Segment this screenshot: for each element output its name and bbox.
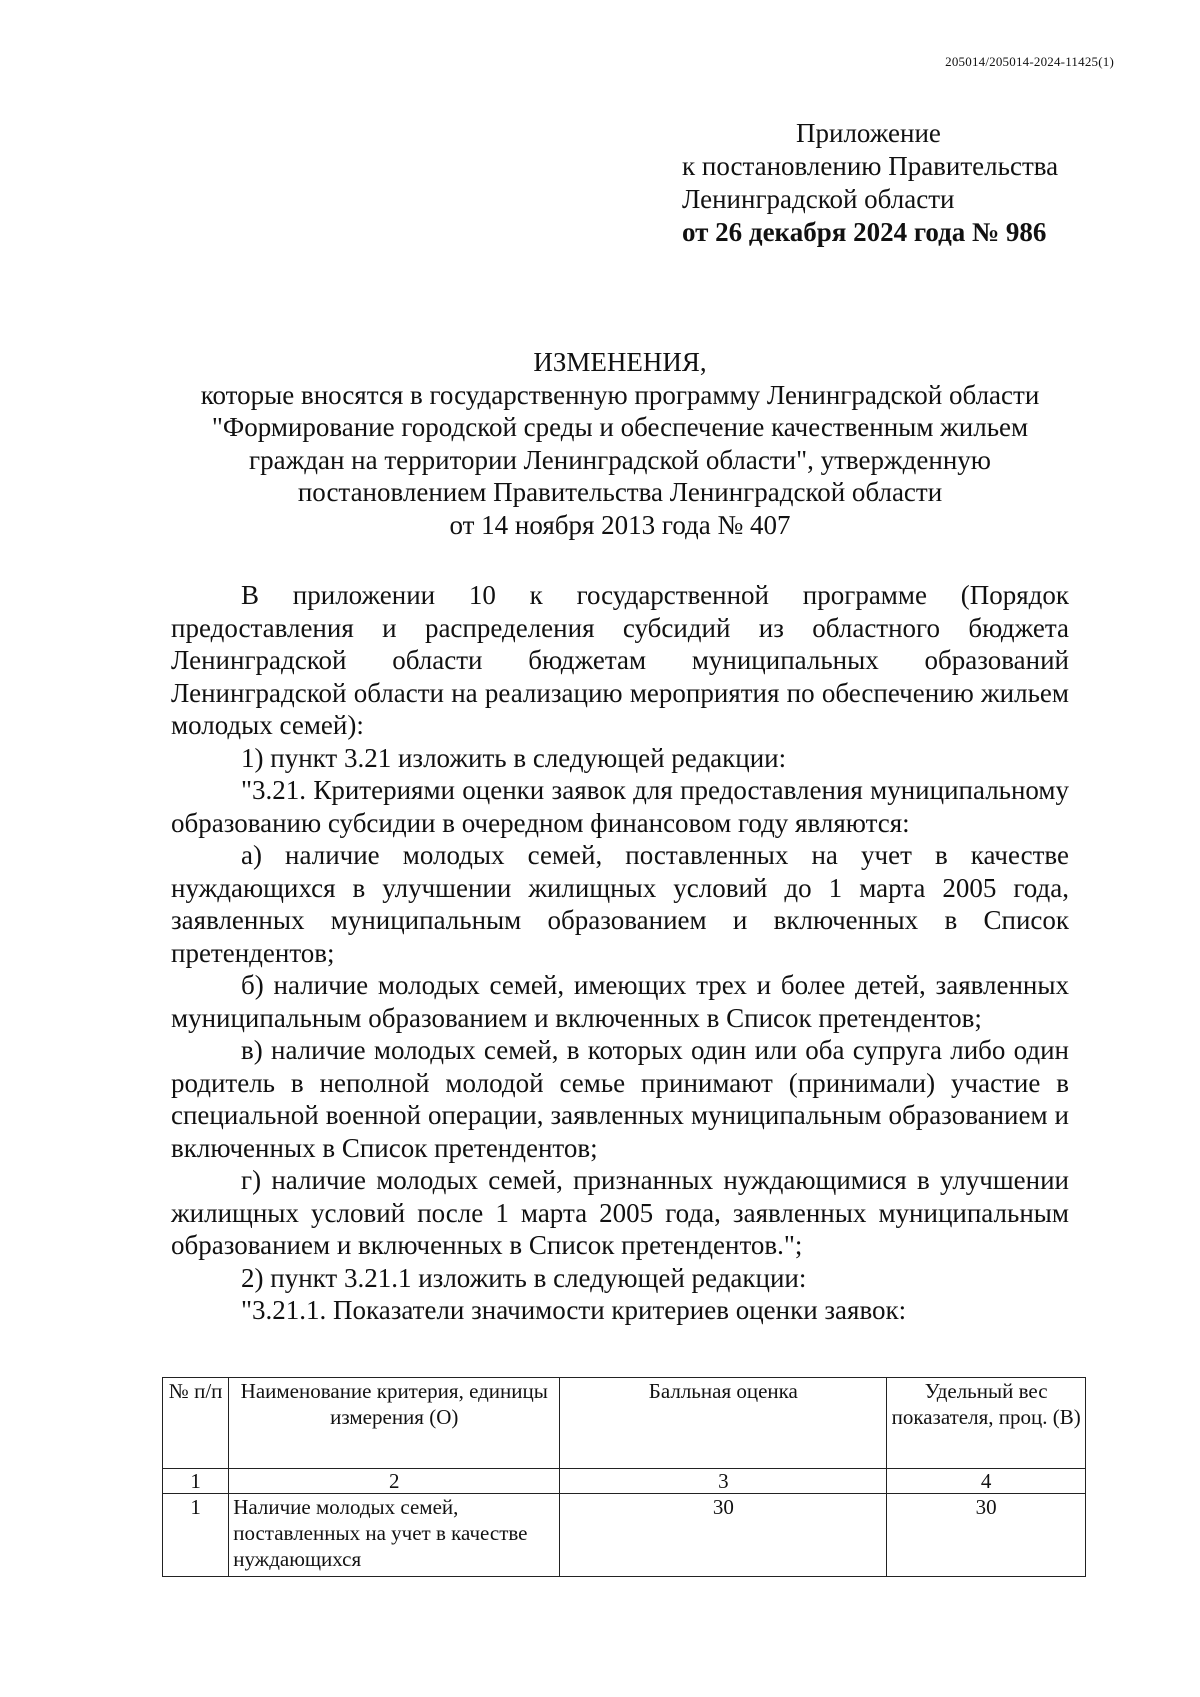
heading-line: "Формирование городской среды и обеспечение качественным жильем (211, 412, 1029, 442)
body-paragraph: г) наличие молодых семей, признанных нуждающимися в улучшении жилищных условий после 1 марта 2005 года, заявленных муниципальным образованием и включенных в Список претендентов."; (171, 1165, 1069, 1260)
table-cell: 30 (887, 1494, 1086, 1577)
table-cell: 4 (887, 1469, 1086, 1494)
body-paragraph: а) наличие молодых семей, поставленных на учет в качестве нуждающихся в улучшении жилищных условий до 1 марта 2005 года, заявленных муниципальным образованием и включенных в Список претендентов; (171, 840, 1069, 968)
body-paragraph: В приложении 10 к государственной программе (Порядок предоставления и распределения субсидий из областного бюджета Ленинградской области бюджетам муниципальных образований Ленинградской области на реализацию мероприятия по обеспечению жильем молодых семей): (171, 580, 1069, 740)
approval-line: Ленинградской области (682, 184, 955, 214)
table-cell: 2 (229, 1469, 560, 1494)
table-cell: Наличие молодых семей, поставленных на учет в качестве нуждающихся (229, 1494, 560, 1577)
approval-block (682, 117, 1058, 249)
criteria-table (162, 1377, 1086, 1577)
table-header-cell: Удельный вес показателя, проц. (B) (887, 1378, 1086, 1469)
heading-line: граждан на территории Ленинградской области", утвержденную (249, 444, 991, 475)
document-body (171, 579, 1069, 1327)
body-paragraph: в) наличие молодых семей, в которых один или оба супруга либо один родитель в неполной молодой семье принимают (принимали) участие в специальной военной операции, заявленных муниципальным образованием и включенных в Список претендентов; (171, 1035, 1069, 1163)
table-cell: 1 (163, 1469, 229, 1494)
body-paragraph: "3.21. Критериями оценки заявок для предоставления муниципальному образованию субсидии в очередном финансовом году являются: (171, 775, 1069, 838)
heading-line: постановлением Правительства Ленинградской области (297, 477, 943, 507)
document-registration-number: 205014/205014-2024-11425(1) (945, 54, 1114, 69)
body-paragraph: 1) пункт 3.21 изложить в следующей редакции: (241, 742, 787, 773)
table-header-cell: Наименование критерия, единицы измерения (O) (229, 1378, 560, 1469)
heading-line: которые вносятся в государственную программу Ленинградской области (200, 379, 1040, 410)
table-cell: 30 (560, 1494, 887, 1577)
table-header-row (163, 1378, 1086, 1469)
body-paragraph: "3.21.1. Показатели значимости критериев оценки заявок: (241, 1295, 907, 1325)
approval-title: Приложение (796, 118, 941, 148)
table-header-cell: № п/п (163, 1378, 229, 1469)
approval-line: к постановлению Правительства (682, 151, 1059, 181)
table-cell: 3 (560, 1469, 887, 1494)
heading-title: ИЗМЕНЕНИЯ, (533, 347, 707, 377)
body-paragraph: б) наличие молодых семей, имеющих трех и более детей, заявленных муниципальным образованием и включенных в Список претендентов; (171, 970, 1069, 1033)
approval-date: от 26 декабря 2024 года № 986 (682, 217, 1047, 247)
table-cell: 1 (163, 1494, 229, 1577)
body-paragraph: 2) пункт 3.21.1 изложить в следующей редакции: (241, 1262, 807, 1293)
heading-line: от 14 ноября 2013 года № 407 (449, 509, 791, 540)
table-header-cell: Балльная оценка (560, 1378, 887, 1469)
table-row (163, 1494, 1086, 1577)
document-heading (170, 346, 1070, 541)
table-numbering-row (163, 1469, 1086, 1494)
